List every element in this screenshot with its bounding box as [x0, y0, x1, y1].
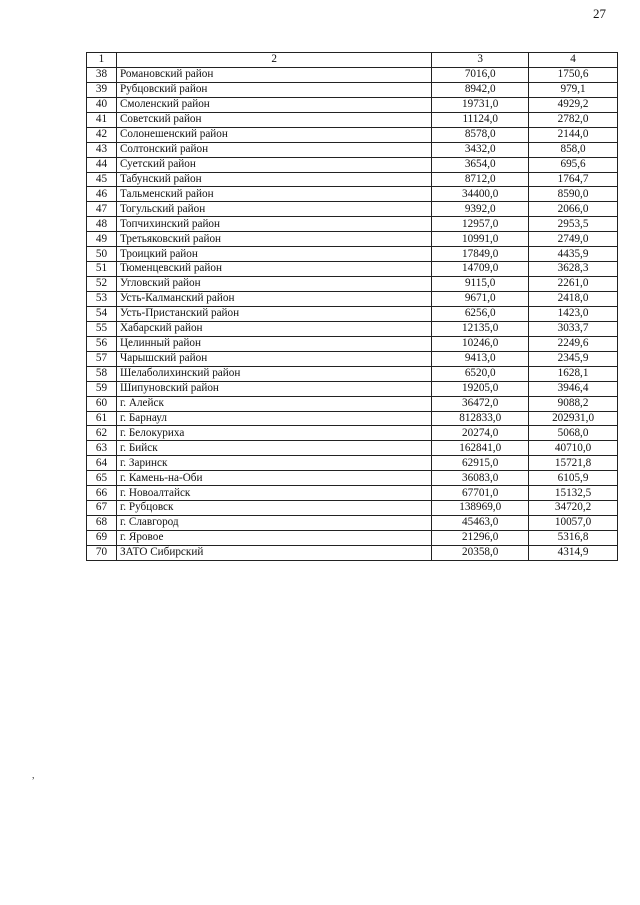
table-row — [87, 531, 618, 546]
row-number: 50 — [87, 247, 117, 262]
district-name: Рубцовский район — [116, 82, 431, 97]
district-name: г. Белокуриха — [116, 426, 431, 441]
row-number: 41 — [87, 112, 117, 127]
value-col-3: 10246,0 — [432, 336, 529, 351]
district-name: г. Алейск — [116, 396, 431, 411]
value-col-3: 20274,0 — [432, 426, 529, 441]
table-row — [87, 366, 618, 381]
table-row — [87, 187, 618, 202]
value-col-4: 3033,7 — [529, 321, 618, 336]
value-col-4: 2249,6 — [529, 336, 618, 351]
table-row — [87, 411, 618, 426]
value-col-4: 1750,6 — [529, 67, 618, 82]
district-name: Шелаболихинский район — [116, 366, 431, 381]
value-col-4: 34720,2 — [529, 501, 618, 516]
value-col-3: 11124,0 — [432, 112, 529, 127]
district-name: Тогульский район — [116, 202, 431, 217]
district-name: Солтонский район — [116, 142, 431, 157]
row-number: 52 — [87, 277, 117, 292]
table-row — [87, 441, 618, 456]
row-number: 59 — [87, 381, 117, 396]
header-row — [87, 53, 618, 68]
value-col-3: 9392,0 — [432, 202, 529, 217]
table-row — [87, 232, 618, 247]
value-col-3: 7016,0 — [432, 67, 529, 82]
table-row — [87, 486, 618, 501]
value-col-4: 2749,0 — [529, 232, 618, 247]
table-row — [87, 277, 618, 292]
value-col-4: 979,1 — [529, 82, 618, 97]
district-name: Третьяковский район — [116, 232, 431, 247]
value-col-3: 8712,0 — [432, 172, 529, 187]
table-row — [87, 336, 618, 351]
value-col-4: 2953,5 — [529, 217, 618, 232]
row-number: 47 — [87, 202, 117, 217]
row-number: 42 — [87, 127, 117, 142]
value-col-3: 8578,0 — [432, 127, 529, 142]
value-col-3: 20358,0 — [432, 545, 529, 560]
value-col-3: 19205,0 — [432, 381, 529, 396]
row-number: 46 — [87, 187, 117, 202]
table-row — [87, 426, 618, 441]
district-name: г. Бийск — [116, 441, 431, 456]
district-name: Троицкий район — [116, 247, 431, 262]
district-name: г. Рубцовск — [116, 501, 431, 516]
table-body — [87, 67, 618, 560]
district-name: Суетский район — [116, 157, 431, 172]
value-col-3: 3432,0 — [432, 142, 529, 157]
page-number: 27 — [593, 6, 606, 21]
row-number: 48 — [87, 217, 117, 232]
value-col-3: 36083,0 — [432, 471, 529, 486]
value-col-4: 8590,0 — [529, 187, 618, 202]
table-row — [87, 112, 618, 127]
value-col-4: 3628,3 — [529, 262, 618, 277]
table-row — [87, 351, 618, 366]
header-col-2: 2 — [116, 53, 431, 68]
table-row — [87, 321, 618, 336]
value-col-4: 10057,0 — [529, 516, 618, 531]
value-col-3: 34400,0 — [432, 187, 529, 202]
value-col-3: 812833,0 — [432, 411, 529, 426]
district-name: Шипуновский район — [116, 381, 431, 396]
value-col-3: 9115,0 — [432, 277, 529, 292]
row-number: 51 — [87, 262, 117, 277]
value-col-3: 36472,0 — [432, 396, 529, 411]
row-number: 58 — [87, 366, 117, 381]
value-col-3: 19731,0 — [432, 97, 529, 112]
value-col-3: 14709,0 — [432, 262, 529, 277]
row-number: 40 — [87, 97, 117, 112]
value-col-3: 67701,0 — [432, 486, 529, 501]
value-col-4: 1423,0 — [529, 306, 618, 321]
district-name: г. Славгород — [116, 516, 431, 531]
value-col-4: 2782,0 — [529, 112, 618, 127]
row-number: 63 — [87, 441, 117, 456]
row-number: 69 — [87, 531, 117, 546]
row-number: 45 — [87, 172, 117, 187]
table-row — [87, 217, 618, 232]
value-col-3: 45463,0 — [432, 516, 529, 531]
value-col-3: 8942,0 — [432, 82, 529, 97]
table-row — [87, 292, 618, 307]
table-row — [87, 82, 618, 97]
value-col-3: 12135,0 — [432, 321, 529, 336]
district-name: Табунский район — [116, 172, 431, 187]
value-col-4: 695,6 — [529, 157, 618, 172]
table-header — [87, 53, 618, 68]
row-number: 56 — [87, 336, 117, 351]
row-number: 38 — [87, 67, 117, 82]
district-name: Хабарский район — [116, 321, 431, 336]
value-col-4: 5068,0 — [529, 426, 618, 441]
district-name: г. Барнаул — [116, 411, 431, 426]
row-number: 55 — [87, 321, 117, 336]
value-col-4: 1764,7 — [529, 172, 618, 187]
table-row — [87, 545, 618, 560]
value-col-3: 21296,0 — [432, 531, 529, 546]
district-name: Угловский район — [116, 277, 431, 292]
table-row — [87, 157, 618, 172]
header-col-3: 3 — [432, 53, 529, 68]
district-name: Романовский район — [116, 67, 431, 82]
table-row — [87, 172, 618, 187]
district-name: Усть-Калманский район — [116, 292, 431, 307]
row-number: 66 — [87, 486, 117, 501]
district-name: Смоленский район — [116, 97, 431, 112]
row-number: 61 — [87, 411, 117, 426]
value-col-3: 162841,0 — [432, 441, 529, 456]
row-number: 49 — [87, 232, 117, 247]
district-name: Тальменский район — [116, 187, 431, 202]
district-name: Усть-Пристанский район — [116, 306, 431, 321]
table-row — [87, 396, 618, 411]
header-col-4: 4 — [529, 53, 618, 68]
value-col-4: 4929,2 — [529, 97, 618, 112]
value-col-3: 6520,0 — [432, 366, 529, 381]
allocation-table — [86, 52, 618, 561]
row-number: 67 — [87, 501, 117, 516]
value-col-4: 9088,2 — [529, 396, 618, 411]
value-col-4: 15721,8 — [529, 456, 618, 471]
value-col-4: 4435,9 — [529, 247, 618, 262]
value-col-4: 6105,9 — [529, 471, 618, 486]
header-col-1: 1 — [87, 53, 117, 68]
district-name: г. Камень-на-Оби — [116, 471, 431, 486]
row-number: 54 — [87, 306, 117, 321]
value-col-4: 1628,1 — [529, 366, 618, 381]
value-col-3: 9671,0 — [432, 292, 529, 307]
district-name: Советский район — [116, 112, 431, 127]
row-number: 39 — [87, 82, 117, 97]
row-number: 65 — [87, 471, 117, 486]
value-col-4: 5316,8 — [529, 531, 618, 546]
value-col-3: 62915,0 — [432, 456, 529, 471]
district-name: Чарышский район — [116, 351, 431, 366]
value-col-4: 4314,9 — [529, 545, 618, 560]
value-col-4: 15132,5 — [529, 486, 618, 501]
value-col-3: 3654,0 — [432, 157, 529, 172]
table-row — [87, 306, 618, 321]
table-row — [87, 381, 618, 396]
value-col-4: 2144,0 — [529, 127, 618, 142]
table-row — [87, 97, 618, 112]
row-number: 64 — [87, 456, 117, 471]
district-name: ЗАТО Сибирский — [116, 545, 431, 560]
value-col-3: 10991,0 — [432, 232, 529, 247]
table-row — [87, 456, 618, 471]
value-col-4: 3946,4 — [529, 381, 618, 396]
district-name: Солонешенский район — [116, 127, 431, 142]
table-row — [87, 127, 618, 142]
table-row — [87, 142, 618, 157]
value-col-3: 17849,0 — [432, 247, 529, 262]
row-number: 57 — [87, 351, 117, 366]
district-name: Тюменцевский район — [116, 262, 431, 277]
value-col-3: 138969,0 — [432, 501, 529, 516]
row-number: 43 — [87, 142, 117, 157]
district-name: г. Заринск — [116, 456, 431, 471]
table-row — [87, 67, 618, 82]
value-col-4: 2261,0 — [529, 277, 618, 292]
value-col-3: 9413,0 — [432, 351, 529, 366]
value-col-3: 6256,0 — [432, 306, 529, 321]
value-col-4: 858,0 — [529, 142, 618, 157]
value-col-4: 40710,0 — [529, 441, 618, 456]
district-name: Топчихинский район — [116, 217, 431, 232]
stray-mark: , — [32, 770, 35, 781]
row-number: 70 — [87, 545, 117, 560]
row-number: 53 — [87, 292, 117, 307]
district-name: г. Новоалтайск — [116, 486, 431, 501]
value-col-3: 12957,0 — [432, 217, 529, 232]
row-number: 44 — [87, 157, 117, 172]
table-row — [87, 516, 618, 531]
table-row — [87, 202, 618, 217]
value-col-4: 202931,0 — [529, 411, 618, 426]
table-row — [87, 247, 618, 262]
district-name: Целинный район — [116, 336, 431, 351]
value-col-4: 2345,9 — [529, 351, 618, 366]
district-name: г. Яровое — [116, 531, 431, 546]
value-col-4: 2418,0 — [529, 292, 618, 307]
row-number: 60 — [87, 396, 117, 411]
table-row — [87, 471, 618, 486]
row-number: 62 — [87, 426, 117, 441]
table-row — [87, 501, 618, 516]
value-col-4: 2066,0 — [529, 202, 618, 217]
table-row — [87, 262, 618, 277]
row-number: 68 — [87, 516, 117, 531]
